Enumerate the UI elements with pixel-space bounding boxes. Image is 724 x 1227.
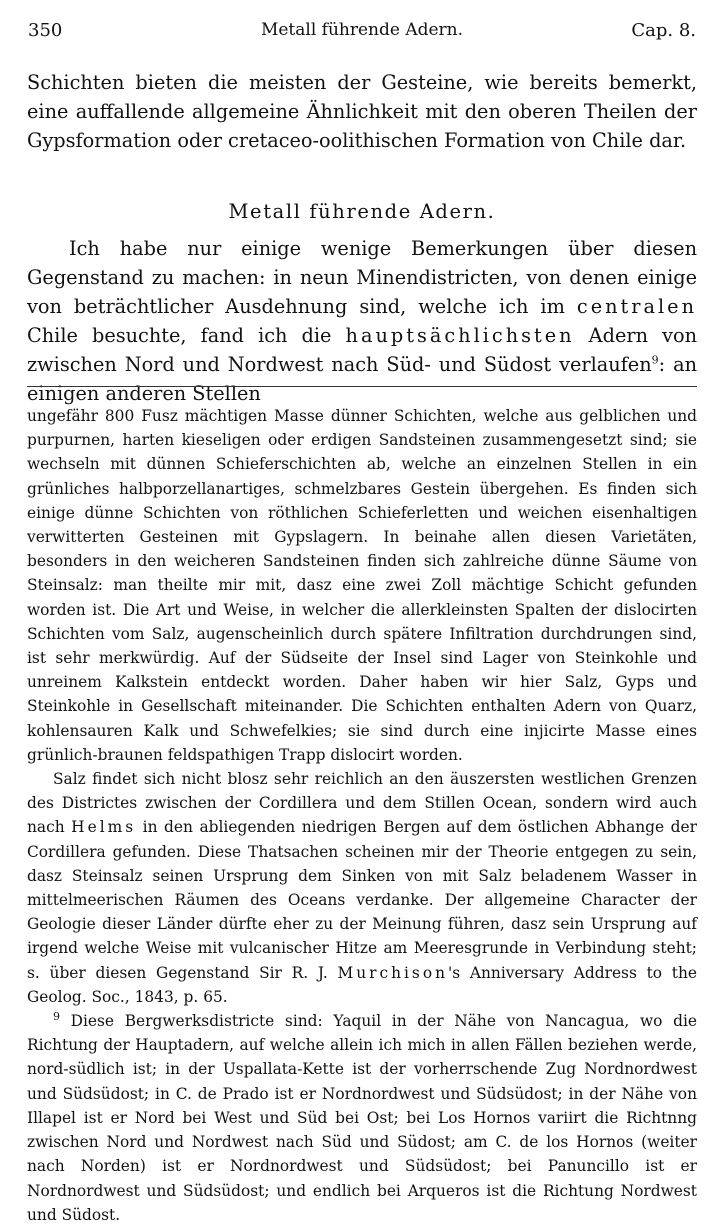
salz-text-b: in den abliegenden niedrigen Bergen auf dem östlichen Abhange der Cordillera gefunden. Diese Thatsachen scheinen mir der Theorie entgegen zu sein, dasz Steinsalz seinen Ursprung dem Sinken von mit Salz beladenem Wasser in mittelmeerischen Räumen des Oceans verdanke. Der allgemeine Character der Geologie dieser Länder dürfte eher zu der Meinung führen, dasz sein Ursprung auf irgend welche Weise mit vulcanischer Hitze am Meeresgrunde in Verbindung steht; s. über diesen Gegenstand Sir R. J. (27, 818, 697, 982)
emphasis-hauptsaechlichsten: hauptsächlichsten (345, 324, 575, 347)
running-title: Metall führende Adern. (260, 20, 464, 40)
para2-text-d: : an einigen anderen Stellen (27, 353, 697, 405)
salz-text-c: 's Anniversary Address to the Geolog. Soc., 1843, p. 65. (27, 963, 697, 1006)
salz-text-a: Salz findet sich nicht blosz sehr reichlich an den äuszersten westlichen Grenzen des Districtes zwischen der Cordillera und dem Stillen Ocean, sondern wird auch nach (27, 770, 697, 837)
running-head (24, 20, 700, 50)
page-number: 350 (28, 20, 63, 41)
author-murchison: Murchison (337, 963, 449, 982)
footnote-rule (27, 386, 697, 387)
para2-text-c: Adern von zwischen Nord und Nordwest nach Süd- und Südost verlaufen (27, 324, 697, 376)
chapter-label: Cap. 8. (631, 20, 696, 41)
footnote-salt-paragraph (27, 767, 697, 1009)
footnote-continued: ungefähr 800 Fusz mächtigen Masse dünner Schichten, welche aus gelblichen und purpurnen, harten kieseligen oder erdigen Sandsteinen zusammengesetzt sind; sie wechseln mit dünnen Schieferschichten ab, welche an einzelnen Stellen in ein grünliches halbporzellanartiges, schmelzbares Gestein übergehen. Es finden sich einige dünne Schichten von röthlichen Schieferletten und weichen eisenhaltigen verwitterten Gesteinen mit Gypslagern. In beinahe allen diesen Varietäten, besonders in den weicheren Sandsteinen finden sich zahlreiche dünne Säume von Steinsalz: man theilte mir mit, dasz eine zwei Zoll mächtige Schicht gefunden worden ist. Die Art und Weise, in welcher die allerkleinsten Spalten der dislocirten Schichten vom Salz, augenscheinlich durch spätere Infiltration durchdrungen sind, ist sehr merkwürdig. Auf der Südseite der Insel sind Lager von Steinkohle und unreinem Kalkstein entdeckt worden. Daher haben wir hier Salz, Gyps und Steinkohle in Gesellschaft miteinander. Die Schichten enthalten Adern von Quarz, kohlensauren Kalk und Schwefelkies; sie sind durch eine injicirte Masse eines grünlich-braunen feldspathigen Trapp dislocirt worden. (27, 407, 697, 764)
paragraph-continued: Schichten bieten die meisten der Gesteine, wie bereits bemerkt, eine auffallende allgemeine Ähnlichkeit mit den oberen Theilen der Gypsformation oder cretaceo-oolithischen Formation von Chile dar. (27, 71, 697, 152)
author-helms: Helms (71, 818, 137, 837)
footnotes (27, 404, 697, 1227)
section-heading: Metall führende Adern. (228, 200, 496, 223)
para2-text-a: Ich habe nur einige wenige Bemerkungen über diesen Gegenstand zu machen: in neun Minendistricten, von denen einige von beträchtlicher Ausdehnung sind, welche ich im (27, 237, 697, 318)
paragraph-metal-veins (27, 234, 697, 408)
footnote-ref-9[interactable]: 9 (651, 353, 659, 367)
emphasis-centralen: centralen (576, 295, 697, 318)
footnote-9-mark: 9 (53, 1009, 60, 1023)
footnote-9 (27, 1009, 697, 1227)
para2-text-b: Chile besuchte, fand ich die (27, 324, 346, 347)
footnote-9-text: Diese Bergwerksdistricte sind: Yaquil in der Nähe von Nancagua, wo die Richtung der Hauptadern, auf welche allein ich mich in allen Fällen beziehen werde, nord-südlich ist; in der Uspallata-Kette ist der vorherrschende Zug Nordnordwest und Südsüdost; in C. de Prado ist er Nordnordwest und Südsüdost; in der Nähe von Illapel ist er Nord bei West und Süd bei Ost; bei Los Hornos variirt die Richtnng zwischen Nord und Nordwest nach Süd und Südost; am C. de los Hornos (weiter nach Norden) ist er Nordnordwest und Südsüdost; bei Panuncillo ist er Nordnordwest und Südsüdost; und endlich bei Arqueros ist die Richtung Nordwest und Südost. (27, 1012, 697, 1224)
